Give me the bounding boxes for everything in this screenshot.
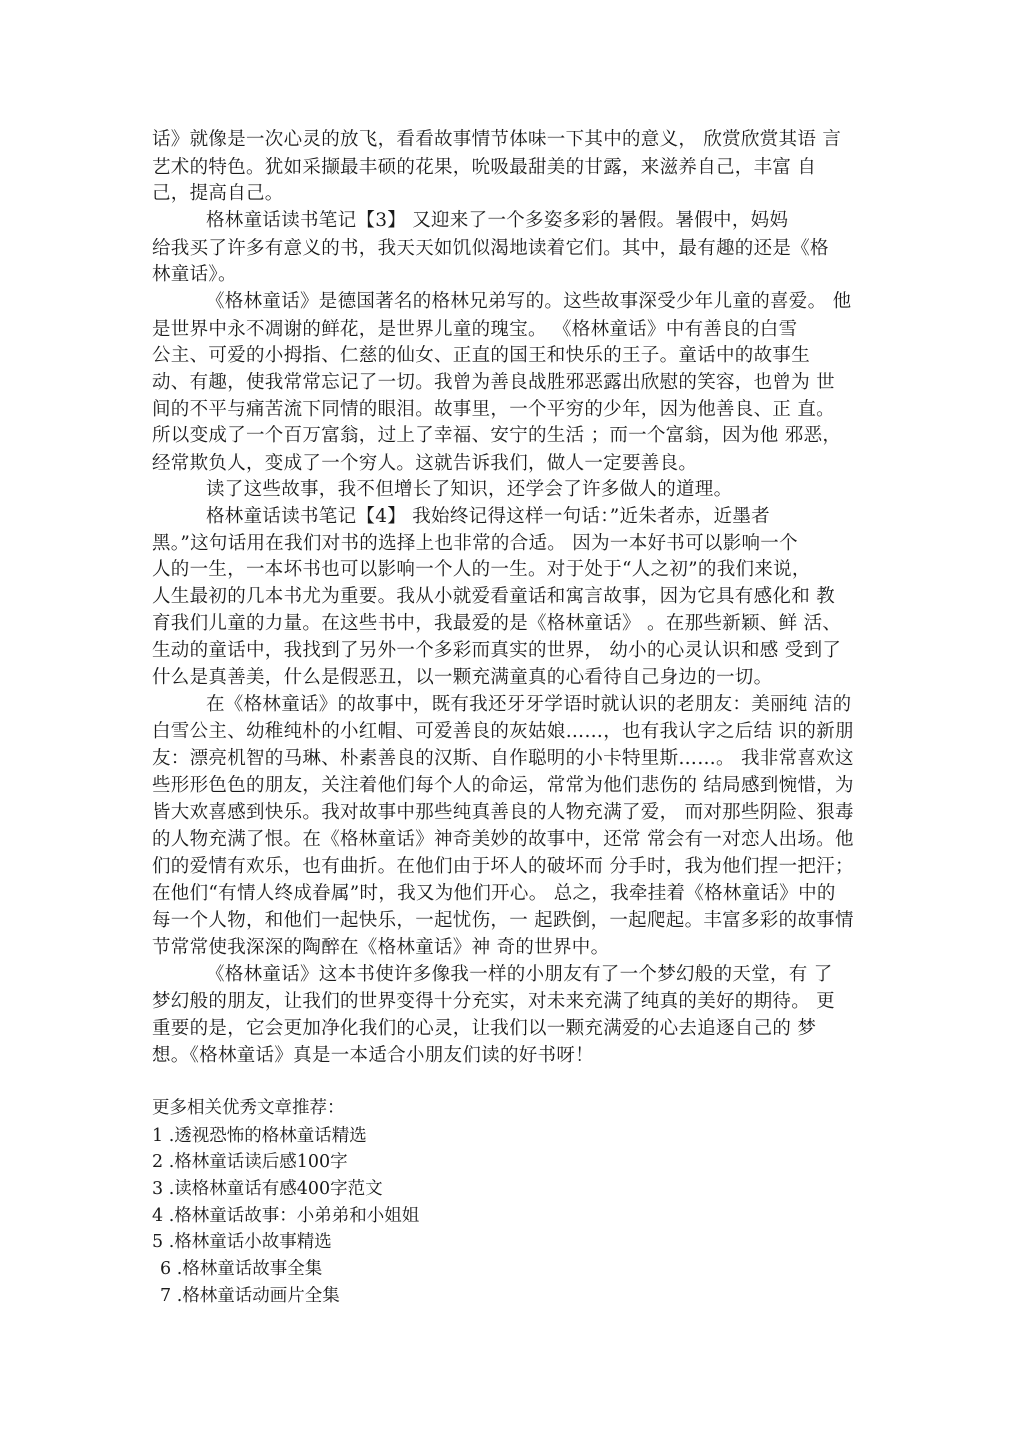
recommendation-link[interactable]: 2 .格林童话读后感100字 — [152, 1152, 348, 1172]
text-line: 黑。”这句话用在我们对书的选择上也非常的合适。 因为一本好书可以影响一个 — [152, 533, 798, 554]
text-line: 什么是真善美，什么是假恶丑，以一颗充满童真的心看待自己身边的一切。 — [152, 667, 773, 688]
text-line: 每一个人物，和他们一起快乐，一起忧伤，一 起跌倒，一起爬起。丰富多彩的故事情 — [152, 910, 854, 931]
text-line: 重要的是，它会更加净化我们的心灵，让我们以一颗充满爱的心去追逐自己的 梦 — [152, 1018, 817, 1039]
text-line: 友：漂亮机智的马琳、朴素善良的汉斯、自作聪明的小卡特里斯……。 我非常喜欢这 — [152, 748, 854, 769]
text-line: 格林童话读书笔记【3】 又迎来了一个多姿多彩的暑假。暑假中，妈妈 — [206, 210, 789, 231]
text-line: 林童话》。 — [152, 264, 237, 285]
text-line: 在《格林童话》的故事中，既有我还牙牙学语时就认识的老朋友：美丽纯 洁的 — [206, 694, 852, 715]
text-line: 的人物充满了恨。在《格林童话》神奇美妙的故事中，还常 常会有一对恋人出场。他 — [152, 829, 854, 850]
text-line: 动、有趣，使我常常忘记了一切。我曾为善良战胜邪恶露出欣慰的笑容，也曾为 世 — [152, 372, 835, 393]
text-line: 在他们“有情人终成眷属”时，我又为他们开心。 总之，我牵挂着《格林童话》中的 — [152, 883, 836, 904]
recommendation-link[interactable]: 7 .格林童话动画片全集 — [160, 1286, 340, 1306]
text-line: 人生最初的几本书尤为重要。我从小就爱看童话和寓言故事，因为它具有感化和 教 — [152, 586, 835, 607]
text-line: 己，提高自己。 — [152, 183, 284, 204]
text-line: 间的不平与痛苦流下同情的眼泪。故事里，一个平穷的少年，因为他善良、正 直。 — [152, 399, 835, 420]
text-line: 人的一生，一本坏书也可以影响一个人的一生。对于处于“人之初”的我们来说， — [152, 559, 811, 580]
recommendation-link[interactable]: 4 .格林童话故事：小弟弟和小姐姐 — [152, 1206, 420, 1226]
text-line: 读了这些故事，我不但增长了知识，还学会了许多做人的道理。 — [206, 479, 733, 500]
text-line: 艺术的特色。犹如采撷最丰硕的花果，吮吸最甜美的甘露，来滋养自己，丰富 自 — [152, 157, 817, 178]
text-line: 想。《格林童话》真是一本适合小朋友们读的好书呀！ — [152, 1045, 594, 1066]
recommendation-link[interactable]: 3 .读格林童话有感400字范文 — [152, 1179, 383, 1199]
text-line: 话》就像是一次心灵的放飞，看看故事情节体味一下其中的意义， 欣赏欣赏其语 言 — [152, 129, 842, 150]
recommendation-link[interactable]: 5 .格林童话小故事精选 — [152, 1232, 332, 1252]
text-line: 白雪公主、幼稚纯朴的小红帽、可爱善良的灰姑娘……，也有我认字之后结 识的新朋 — [152, 721, 854, 742]
recommendations-heading: 更多相关优秀文章推荐： — [152, 1098, 345, 1118]
text-line: 些形形色色的朋友，关注着他们每个人的命运，常常为他们悲伤的 结局感到惋惜，为 — [152, 775, 854, 796]
text-line: 梦幻般的朋友，让我们的世界变得十分充实，对未来充满了纯真的美好的期待。 更 — [152, 991, 835, 1012]
text-line: 是世界中永不凋谢的鲜花，是世界儿童的瑰宝。 《格林童话》中有善良的白雪 — [152, 319, 798, 340]
text-line: 公主、可爱的小拇指、仁慈的仙女、正直的国王和快乐的王子。童话中的故事生 — [152, 345, 811, 366]
text-line: 育我们儿童的力量。在这些书中，我最爱的是《格林童话》 。在那些新颖、鲜 活、 — [152, 613, 842, 634]
text-line: 所以变成了一个百万富翁，过上了幸福、安宁的生活 ；而一个富翁，因为他 邪恶， — [152, 425, 842, 446]
text-line: 们的爱情有欢乐，也有曲折。在他们由于坏人的破坏而 分手时，我为他们捏一把汗； — [152, 856, 854, 877]
text-line: 经常欺负人，变成了一个穷人。这就告诉我们，做人一定要善良。 — [152, 453, 698, 474]
text-line: 节常常使我深深的陶醉在《格林童话》神 奇的世界中。 — [152, 937, 610, 958]
text-line: 《格林童话》这本书使许多像我一样的小朋友有了一个梦幻般的天堂，有 了 — [206, 964, 833, 985]
text-line: 格林童话读书笔记【4】 我始终记得这样一句话：”近朱者赤，近墨者 — [206, 506, 770, 527]
recommendation-link[interactable]: 1 .透视恐怖的格林童话精选 — [152, 1126, 367, 1146]
recommendation-link[interactable]: 6 .格林童话故事全集 — [160, 1259, 323, 1279]
text-line: 皆大欢喜感到快乐。我对故事中那些纯真善良的人物充满了爱， 而对那些阴险、狠毒 — [152, 802, 854, 823]
text-line: 生动的童话中，我找到了另外一个多彩而真实的世界， 幼小的心灵认识和感 受到了 — [152, 640, 842, 661]
text-line: 给我买了许多有意义的书，我天天如饥似渴地读着它们。其中，最有趣的还是《格 — [152, 238, 829, 259]
text-line: 《格林童话》是德国著名的格林兄弟写的。这些故事深受少年儿童的喜爱。 他 — [206, 291, 852, 312]
